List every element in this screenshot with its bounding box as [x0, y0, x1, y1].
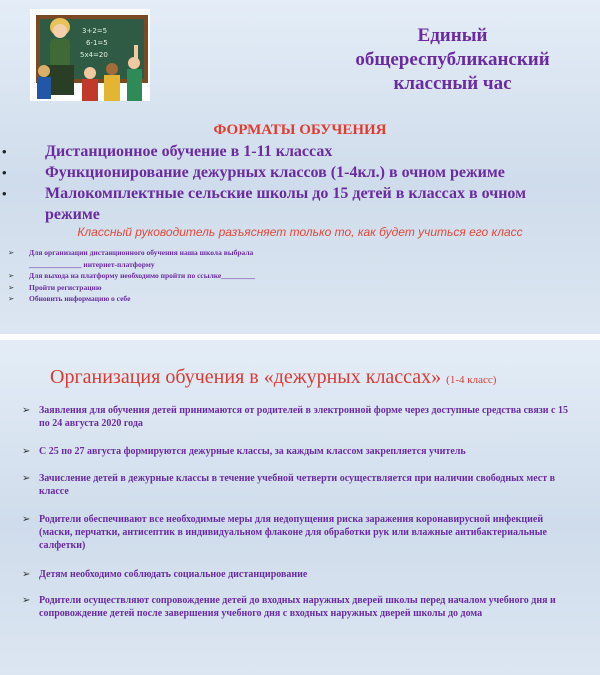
list-item [0, 141, 600, 162]
organization-title [50, 366, 496, 389]
organization-text: Родители обеспечивают все необходимые меры для недопущения риска заражения коронавирусной инфекцией (маски, перчатки, антисептик в индивидуальном флаконе для обработки рук или влажные антибактериальные салфетки) [39, 514, 547, 551]
main-title [320, 24, 585, 96]
arrow-bullet-icon: ➢ [8, 248, 15, 257]
arrow-bullet-icon: ➢ [22, 446, 31, 457]
format-text: Функционирование дежурных классов (1-4кл.) в очном режиме [45, 164, 505, 181]
list-item [0, 183, 600, 225]
arrow-bullet-icon: ➢ [22, 569, 31, 580]
title-line: общереспубликанский [355, 49, 550, 70]
bullet-icon: • [2, 165, 7, 180]
instruction-text: Пройти регистрацию [29, 282, 102, 292]
instruction-text: Для выхода на платформу необходимо пройти по ссылке_________ [29, 271, 256, 280]
list-item [22, 513, 579, 552]
list-item [8, 293, 255, 305]
slide-1 [0, 0, 600, 334]
formats-list [0, 141, 600, 225]
list-item [22, 472, 579, 498]
list-item [8, 270, 255, 282]
teacher-note: Классный руководитель разъясняет только то, как будет учиться его класс [77, 225, 523, 239]
list-item [22, 445, 579, 458]
instructions-list [8, 247, 255, 305]
list-item [22, 404, 579, 430]
teacher-classroom-illustration [30, 9, 150, 101]
format-text: Малокомплектные сельские школы до 15 детей в классах в очном режиме [45, 185, 527, 223]
format-text: Дистанционное обучение в 1-11 классах [45, 143, 333, 160]
arrow-bullet-icon: ➢ [22, 514, 31, 525]
svg-text:3+2=5: 3+2=5 [82, 27, 108, 35]
svg-text:5x4=20: 5x4=20 [80, 51, 108, 59]
organization-text: С 25 по 27 августа формируются дежурные классы, за каждым классом закрепляется учитель [39, 446, 466, 457]
slide-2 [0, 340, 600, 675]
arrow-bullet-icon: ➢ [22, 595, 31, 606]
organization-text: Зачисление детей в дежурные классы в течение учебной четверти осуществляется при наличии свободных мест в классе [39, 473, 556, 497]
organization-text: Родители осуществляют сопровождение детей до входных наружных дверей школы перед началом учебного дня и сопровождение детей после завершения учебного дня с входных наружных дверей школы до дома [39, 595, 556, 619]
instruction-text: Для организации дистанционного обучения наша школа выбрала [29, 248, 254, 257]
formats-heading: ФОРМАТЫ ОБУЧЕНИЯ [213, 122, 387, 138]
svg-text:6-1=5: 6-1=5 [86, 39, 108, 47]
arrow-bullet-icon: ➢ [8, 282, 15, 292]
organization-title-text: Организация обучения в «дежурных классах» [50, 366, 442, 388]
list-item [22, 594, 579, 620]
title-line: Единый [417, 25, 488, 46]
organization-text: Заявления для обучения детей принимаются от родителей в электронной форме через доступные средства связи с 15 по 24 августа 2020 года [39, 405, 568, 429]
arrow-bullet-icon: ➢ [22, 473, 31, 484]
list-item [0, 162, 600, 183]
bullet-icon: • [2, 144, 7, 159]
instruction-text: ______________ интернет-платформу [29, 259, 155, 269]
list-item [22, 568, 579, 581]
arrow-bullet-icon: ➢ [22, 405, 31, 416]
organization-subtitle: (1-4 класс) [446, 374, 497, 386]
title-line: классный час [393, 73, 512, 94]
arrow-bullet-icon: ➢ [8, 271, 15, 280]
organization-text: Детям необходимо соблюдать социальное дистанцирование [39, 569, 308, 580]
bullet-icon: • [2, 186, 7, 201]
list-item [8, 282, 255, 294]
instruction-text: Обновить информацию о себе [29, 294, 131, 303]
arrow-bullet-icon: ➢ [8, 294, 15, 303]
list-item [8, 247, 255, 270]
